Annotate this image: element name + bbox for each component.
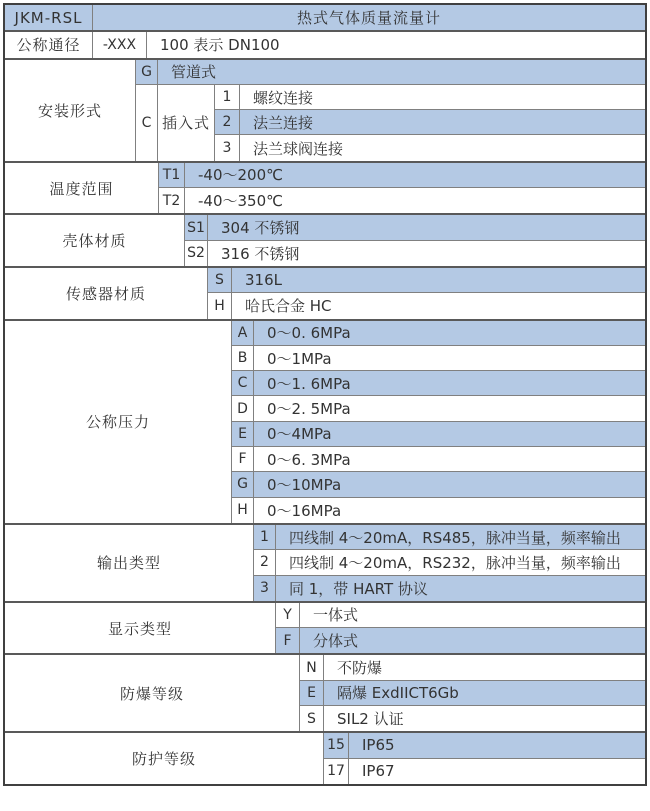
table-row: [185, 241, 645, 266]
option-value: 0～2. 5MPa: [267, 400, 351, 419]
table-row: [159, 163, 645, 188]
option-code: 15: [324, 733, 349, 757]
option-value: IP65: [362, 736, 395, 755]
section-label: 防爆等级: [5, 655, 300, 731]
table-row: [276, 628, 645, 653]
option-code: B: [232, 346, 254, 370]
table-row: [159, 188, 645, 213]
section-temperature-range: [5, 163, 645, 216]
option-value: 316 不锈钢: [221, 244, 300, 263]
table-row: [300, 681, 645, 706]
option-value: IP67: [362, 762, 395, 781]
table-row: [232, 346, 645, 371]
table-row: [136, 60, 645, 85]
option-value: 0～10MPa: [267, 475, 342, 494]
section-label: 公称通径: [5, 32, 93, 57]
section-label: 公称压力: [5, 321, 232, 523]
table-row: [232, 447, 645, 472]
option-value: 0～0. 6MPa: [267, 324, 351, 343]
option-code: F: [276, 628, 300, 653]
table-row: [254, 576, 645, 601]
table-row: [324, 733, 645, 758]
option-code: E: [300, 681, 324, 705]
option-code: 2: [254, 550, 276, 574]
option-value: 法兰球阀连接: [253, 139, 344, 158]
option-code: S2: [185, 241, 208, 266]
option-code: S1: [185, 215, 208, 239]
option-value: 哈氏合金 HC: [245, 297, 332, 316]
table-header-section: [5, 5, 645, 32]
table-row: [300, 655, 645, 680]
option-code: 3: [215, 135, 240, 160]
option-code: H: [208, 293, 232, 318]
table-row: [276, 603, 645, 628]
option-code: C: [232, 371, 254, 395]
option-code: N: [300, 655, 324, 679]
option-code: G: [136, 60, 158, 84]
option-value: 304 不锈钢: [221, 219, 300, 238]
option-code: -XXX: [93, 32, 147, 57]
group-name: 插入式: [158, 85, 215, 161]
option-value: 0～16MPa: [267, 501, 342, 520]
table-row: [208, 268, 645, 293]
option-value: -40～350℃: [198, 192, 283, 211]
section-label: 防护等级: [5, 733, 324, 784]
option-value: 0～6. 3MPa: [267, 450, 351, 469]
option-code: A: [232, 321, 254, 345]
section-label: 输出类型: [5, 525, 254, 601]
section-label: 温度范围: [5, 163, 159, 214]
option-value: 螺纹连接: [253, 88, 314, 107]
section-display-type: [5, 603, 645, 656]
table-row: [232, 321, 645, 346]
option-code: S: [208, 268, 232, 292]
table-row: [254, 550, 645, 575]
option-value: 不防爆: [337, 659, 383, 678]
option-code: F: [232, 447, 254, 471]
section-installation-type: [5, 60, 645, 163]
table-row: [232, 472, 645, 497]
option-value: 一体式: [313, 606, 359, 625]
section-explosion-proof-rating: [5, 655, 645, 733]
table-row: [185, 215, 645, 240]
table-row: [5, 5, 645, 30]
table-row: [232, 498, 645, 523]
table-row: [215, 110, 645, 135]
table-row: [232, 422, 645, 447]
section-label: 传感器材质: [5, 268, 208, 319]
option-code: T2: [159, 188, 185, 213]
table-row: [215, 135, 645, 160]
section-label: 壳体材质: [5, 215, 185, 266]
option-code: D: [232, 396, 254, 420]
option-code: 17: [324, 759, 349, 784]
option-value: 同 1，带 HART 协议: [289, 579, 428, 598]
table-row: [232, 396, 645, 421]
option-value: 法兰连接: [253, 113, 314, 132]
option-value: SIL2 认证: [337, 710, 404, 729]
selection-table: [3, 3, 647, 786]
insertion-group: [136, 85, 645, 161]
option-code: 1: [254, 525, 276, 549]
section-sensor-material: [5, 268, 645, 321]
section-housing-material: [5, 215, 645, 268]
option-value: 四线制 4～20mA，RS485，脉冲当量，频率输出: [289, 528, 621, 547]
section-nominal-diameter: [5, 32, 645, 59]
option-code: E: [232, 422, 254, 446]
table-row: [93, 32, 645, 57]
option-code: Y: [276, 603, 300, 627]
option-code: T1: [159, 163, 185, 187]
option-value: 0～4MPa: [267, 425, 332, 444]
table-row: [300, 706, 645, 731]
section-output-type: [5, 525, 645, 603]
option-code: S: [300, 706, 324, 731]
option-value: 四线制 4～20mA，RS232，脉冲当量，频率输出: [289, 553, 621, 572]
option-code: 3: [254, 576, 276, 601]
option-value: -40～200℃: [198, 166, 283, 185]
option-code: G: [232, 472, 254, 496]
section-label: 安装形式: [5, 60, 136, 161]
option-value: 隔爆 ExdIICT6Gb: [337, 684, 459, 703]
table-row: [215, 85, 645, 110]
section-protection-rating: [5, 733, 645, 784]
option-value: 分体式: [313, 632, 359, 651]
option-code: H: [232, 498, 254, 523]
model-code: JKM-RSL: [5, 5, 93, 30]
table-row: [208, 293, 645, 318]
option-value: 316L: [245, 271, 282, 290]
option-value: 管道式: [171, 63, 217, 82]
table-row: [324, 759, 645, 784]
option-value: 100 表示 DN100: [160, 36, 280, 55]
option-value: 0～1. 6MPa: [267, 374, 351, 393]
table-row: [254, 525, 645, 550]
table-title: 热式气体质量流量计: [296, 9, 441, 28]
option-code: 2: [215, 110, 240, 134]
table-row: [232, 371, 645, 396]
option-code: 1: [215, 85, 240, 109]
section-label: 显示类型: [5, 603, 276, 654]
section-nominal-pressure: [5, 321, 645, 525]
option-value: 0～1MPa: [267, 349, 332, 368]
option-code: C: [136, 85, 158, 161]
